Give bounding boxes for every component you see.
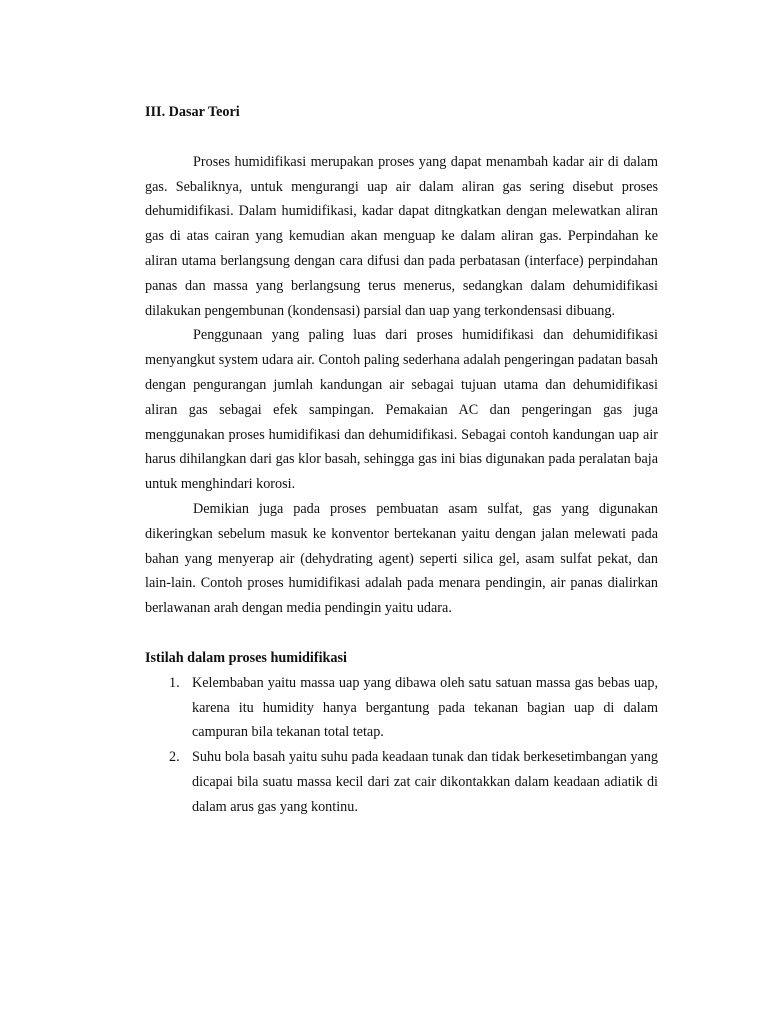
list-item-text: Kelembaban yaitu massa uap yang dibawa oleh satu satuan massa gas bebas uap, karena itu humidity hanya bergantung pada tekanan bagian uap di dalam campuran bila tekanan total tetap. (192, 674, 658, 741)
list-item (145, 671, 658, 745)
list-item-number: 2. (169, 749, 180, 766)
paragraph-2: Penggunaan yang paling luas dari proses humidifikasi dan dehumidifikasi menyangkut system udara air. Contoh paling sederhana adalah pengeringan padatan basah dengan pengurangan jumlah kandungan air sebagai tujuan utama dan dehumidifikasi aliran gas sebagai efek sampingan. Pemakaian AC dan pengeringan gas juga menggunakan proses humidifikasi dan dehumidifikasi. Sebagai contoh kandungan uap air harus dihilangkan dari gas klor basah, sehingga gas ini bias digunakan pada peralatan baja untuk menghindari korosi. (145, 327, 658, 493)
list-item (145, 745, 658, 819)
list-item-number: 1. (169, 674, 180, 691)
section-title: III. Dasar Teori (145, 104, 240, 120)
paragraph-3: Demikian juga pada proses pembuatan asam sulfat, gas yang digunakan dikeringkan sebelum masuk ke konventor bertekanan yaitu dengan jalan melewati pada bahan yang menyerap air (dehydrating agent) seperti silica gel, asam sulfat pekat, dan lain-lain. Contoh proses humidifikasi adalah pada menara pendingin, air panas dialirkan berlawanan arah dengan media pendingin yaitu udara. (145, 500, 658, 617)
paragraph-1: Proses humidifikasi merupakan proses yang dapat menambah kadar air di dalam gas. Sebaliknya, untuk mengurangi uap air dalam aliran gas sering disebut proses dehumidifikasi. Dalam humidifikasi, kadar dapat ditngkatkan dengan melewatkan aliran gas di atas cairan yang kemudian akan menguap ke dalam aliran gas. Perpindahan ke aliran utama berlangsung dengan cara difusi dan pada perbatasan (interface) perpindahan panas dan massa yang berlangsung terus menerus, sedangkan dalam dehumidifikasi dilakukan pengembunan (kondensasi) parsial dan uap yang terkondensasi dibuang. (145, 153, 658, 319)
list-item-text: Suhu bola basah yaitu suhu pada keadaan tunak dan tidak berkesetimbangan yang dicapai bila suatu massa kecil dari zat cair dikontakkan dalam keadaan adiatik di dalam arus gas yang kontinu. (192, 749, 658, 815)
document-page (145, 100, 658, 820)
subsection-title: Istilah dalam proses humidifikasi (145, 649, 347, 666)
definition-list (145, 671, 658, 820)
